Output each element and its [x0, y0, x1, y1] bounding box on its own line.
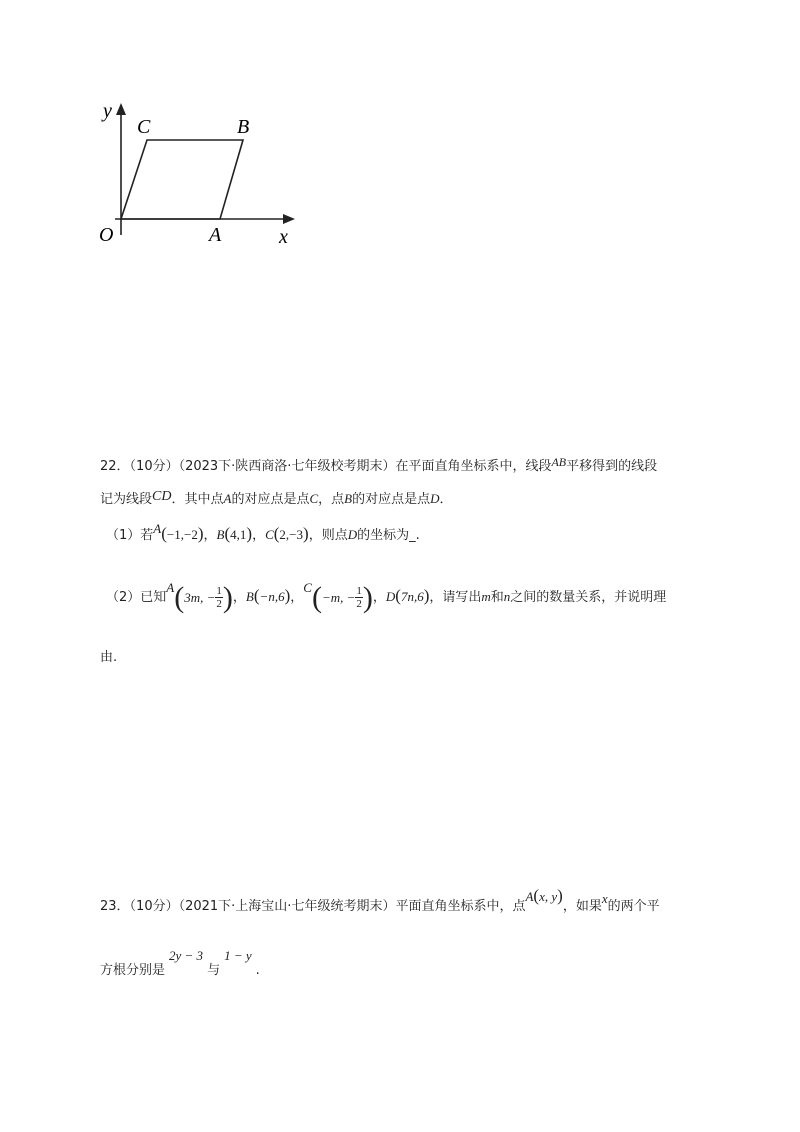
q23-expr-2: 1 − y [224, 948, 252, 963]
part2-point-a: A [166, 579, 175, 595]
x-axis-arrow [283, 214, 295, 224]
q23-with: 与 [207, 963, 221, 978]
q22-stem-3: 记为线段 [100, 492, 153, 507]
point-b-label: B [237, 116, 250, 138]
part2-a-fraction: $\frac{1}{2}$ [216, 585, 222, 610]
parallelogram-oabc [121, 140, 243, 219]
part1-a-coord: −1,−2 [166, 527, 198, 542]
q22-stem-7: 的对应点是点 [352, 492, 431, 507]
part2-d-coord: 7n,6 [400, 589, 424, 604]
part2-point-c: C [303, 579, 312, 595]
q22-point-c: C [309, 491, 319, 506]
q22-number: 22． [100, 459, 130, 474]
part1-sep-2: ， [252, 528, 266, 543]
part2-b-coord: −n,6 [259, 589, 285, 604]
q23-source: （2021下·上海宝山·七年级统考期末） [178, 899, 396, 914]
q23-coord: x, y [539, 889, 558, 904]
part1-tail-2: 的坐标为_. [357, 528, 420, 543]
q23-point-a: A [525, 889, 534, 904]
point-a-label: A [209, 224, 222, 246]
q23-stem-2: ，如果 [562, 899, 602, 914]
part1-b-coord: 4,1 [230, 527, 247, 542]
part2-point-d: D [385, 589, 396, 604]
part2-c-coord: −m, − [321, 589, 356, 605]
q23-stem-3: 的两个平 [607, 899, 660, 914]
q22-part-1: （1）若A(−1,−2)，B(4,1)，C(2,−3)，则点D的坐标为_. [106, 521, 420, 543]
q22-stem-5: 的对应点是点 [231, 492, 310, 507]
q22-line-2 [100, 489, 453, 510]
q22-point-b: B [344, 491, 353, 506]
q23-expr-1: 2y − 3 [169, 948, 204, 963]
q22-stem-6: ，点 [318, 492, 345, 507]
q23-stem-4: 方根分别是 [100, 963, 166, 978]
part2-point-b: B [245, 589, 254, 604]
part2-tail-1: ，请写出 [429, 590, 482, 605]
q22-stem-8: ． [439, 492, 453, 507]
part1-point-c: C [265, 527, 274, 542]
q22-point-a: A [223, 491, 232, 506]
q22-stem-2: 平移得到的线段 [566, 459, 658, 474]
q23-end: . [255, 963, 260, 978]
q23-var-x: x [601, 891, 608, 906]
y-axis-label: y [103, 100, 112, 122]
q22-stem-4: ．其中点 [171, 492, 224, 507]
q22-source: （2023下·陕西商洛·七年级校考期末） [178, 459, 396, 474]
x-axis-label: x [279, 226, 288, 248]
part2-var-m: m [481, 589, 491, 604]
part1-point-d: D [347, 527, 358, 542]
part2-sep-3: ， [372, 590, 386, 605]
q23-line-1: 23．（10分）（2021下·上海宝山·七年级统考期末）平面直角坐标系中，点A(x, y)，如果x的两个平 [100, 886, 660, 914]
q22-segment-ab: AB [551, 455, 567, 469]
q22-part-2-continued [100, 648, 117, 668]
q23-line-2 [100, 948, 260, 981]
part1-sep-1: ， [203, 528, 217, 543]
q22-line-1 [100, 456, 657, 477]
q22-score: （10分） [129, 459, 179, 474]
point-c-label: C [137, 116, 151, 138]
q23-score: （10分） [129, 899, 179, 914]
part2-a-coord: 3m, − [184, 589, 216, 605]
q22-stem-1: 在平面直角坐标系中，线段 [395, 459, 552, 474]
part1-tail-1: ，则点 [308, 528, 348, 543]
q22-part2-label: （2）已知 [106, 590, 167, 605]
y-axis-arrow [116, 103, 126, 115]
q22-part1-label: （1）若 [106, 528, 154, 543]
q23-number: 23． [100, 899, 130, 914]
origin-label: O [99, 224, 114, 246]
q22-point-d: D [430, 491, 440, 506]
q22-part-2: （2）已知A(3m, − $\frac{1}{2}$ )，B(−n,6)，C(−m, − $\frac{1}{2}$ )，D(7n,6)，请写出m和n之间的数量关系，并说明理 [106, 576, 666, 618]
part1-c-coord: 2,−3 [279, 527, 304, 542]
part1-point-a: A [153, 521, 162, 536]
q22-segment-cd: CD [152, 489, 172, 504]
part2-tail-2: 之间的数量关系，并说明理 [510, 590, 667, 605]
coordinate-figure [95, 95, 305, 250]
part2-sep-2: ， [290, 590, 304, 605]
part1-point-b: B [216, 527, 225, 542]
part2-and: 和 [490, 590, 504, 605]
part2-tail-3: 由. [100, 650, 118, 665]
part2-var-n: n [503, 589, 511, 604]
part2-sep-1: ， [232, 590, 246, 605]
q23-stem-1: 平面直角坐标系中，点 [395, 899, 526, 914]
part2-c-fraction: $\frac{1}{2}$ [356, 585, 362, 610]
